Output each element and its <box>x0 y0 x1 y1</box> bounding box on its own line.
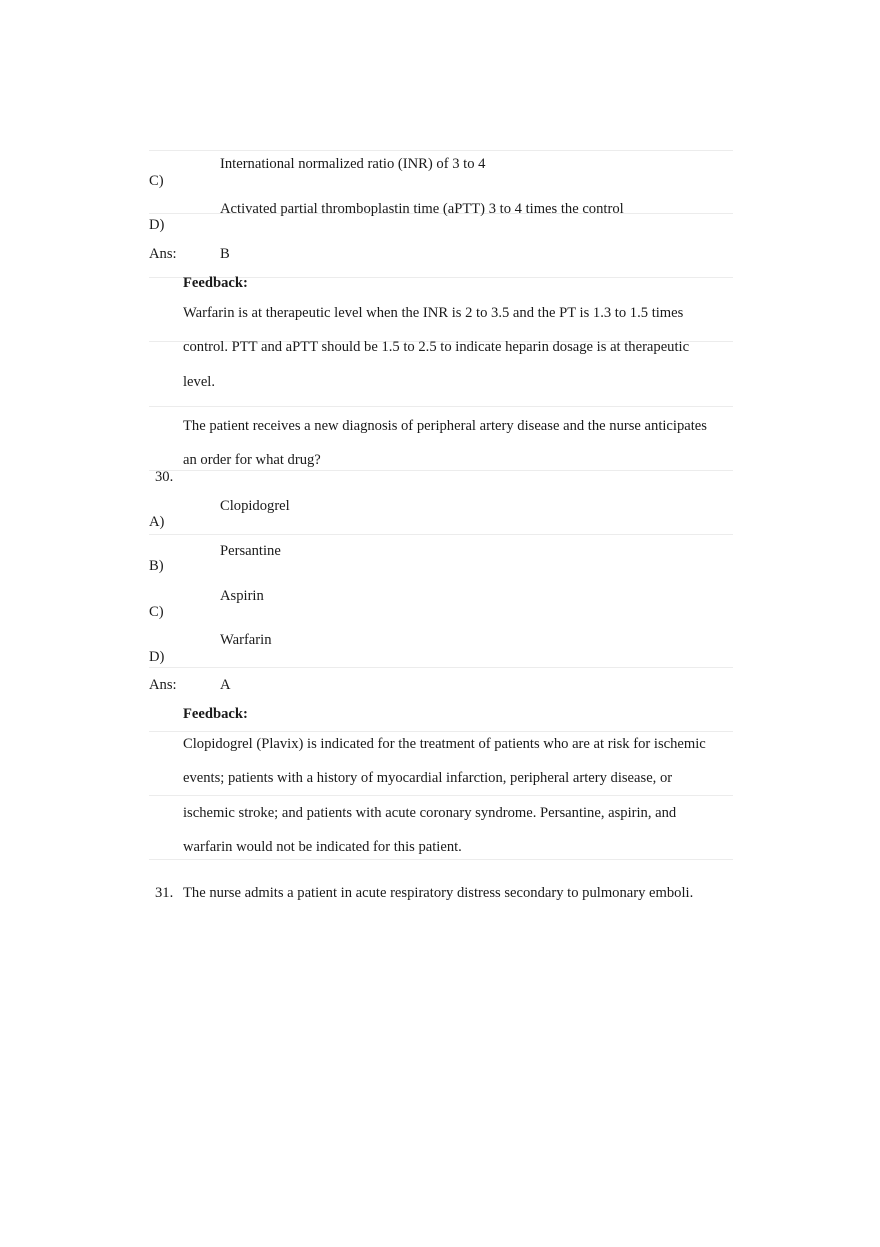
option-d-text: Warfarin <box>220 632 272 648</box>
answer-label: Ans: <box>149 677 177 693</box>
feedback-line: level. <box>183 374 216 390</box>
option-c-text: Aspirin <box>220 588 264 604</box>
rule <box>149 470 733 471</box>
answer-label: Ans: <box>149 246 177 262</box>
question-stem: The nurse admits a patient in acute respiratory distress secondary to pulmonary emboli. <box>183 885 694 901</box>
option-b-letter: B) <box>149 558 164 574</box>
rule <box>149 731 733 732</box>
rule <box>149 406 733 407</box>
rule <box>149 150 733 151</box>
feedback-line: events; patients with a history of myocardial infarction, peripheral artery disease, or <box>183 770 673 786</box>
feedback-line: control. PTT and aPTT should be 1.5 to 2.5 to indicate heparin dosage is at therapeutic <box>183 339 690 355</box>
feedback-label: Feedback: <box>183 275 248 291</box>
feedback-line: ischemic stroke; and patients with acute coronary syndrome. Persantine, aspirin, and <box>183 805 677 821</box>
feedback-line: Clopidogrel (Plavix) is indicated for the treatment of patients who are at risk for ischemic <box>183 736 706 752</box>
feedback-label: Feedback: <box>183 706 248 722</box>
option-a-text: Clopidogrel <box>220 498 290 514</box>
option-a-letter: A) <box>149 514 165 530</box>
option-c-letter: C) <box>149 173 164 189</box>
answer-value: B <box>220 246 230 262</box>
option-b-text: Persantine <box>220 543 281 559</box>
answer-value: A <box>220 677 231 693</box>
rule <box>149 795 733 796</box>
option-d-letter: D) <box>149 217 165 233</box>
feedback-line: warfarin would not be indicated for this patient. <box>183 839 462 855</box>
question-number: 30. <box>155 469 174 485</box>
question-stem-line: an order for what drug? <box>183 452 321 468</box>
question-stem-line: The patient receives a new diagnosis of peripheral artery disease and the nurse anticipates <box>183 418 707 434</box>
question-number: 31. <box>155 885 174 901</box>
rule <box>149 859 733 860</box>
rule <box>149 667 733 668</box>
option-d-letter: D) <box>149 649 165 665</box>
rule <box>149 534 733 535</box>
option-c-letter: C) <box>149 604 164 620</box>
option-d-text: Activated partial thromboplastin time (aPTT) 3 to 4 times the control <box>220 201 624 217</box>
option-c-text: International normalized ratio (INR) of 3 to 4 <box>220 156 486 172</box>
feedback-line: Warfarin is at therapeutic level when the INR is 2 to 3.5 and the PT is 1.3 to 1.5 times <box>183 305 684 321</box>
